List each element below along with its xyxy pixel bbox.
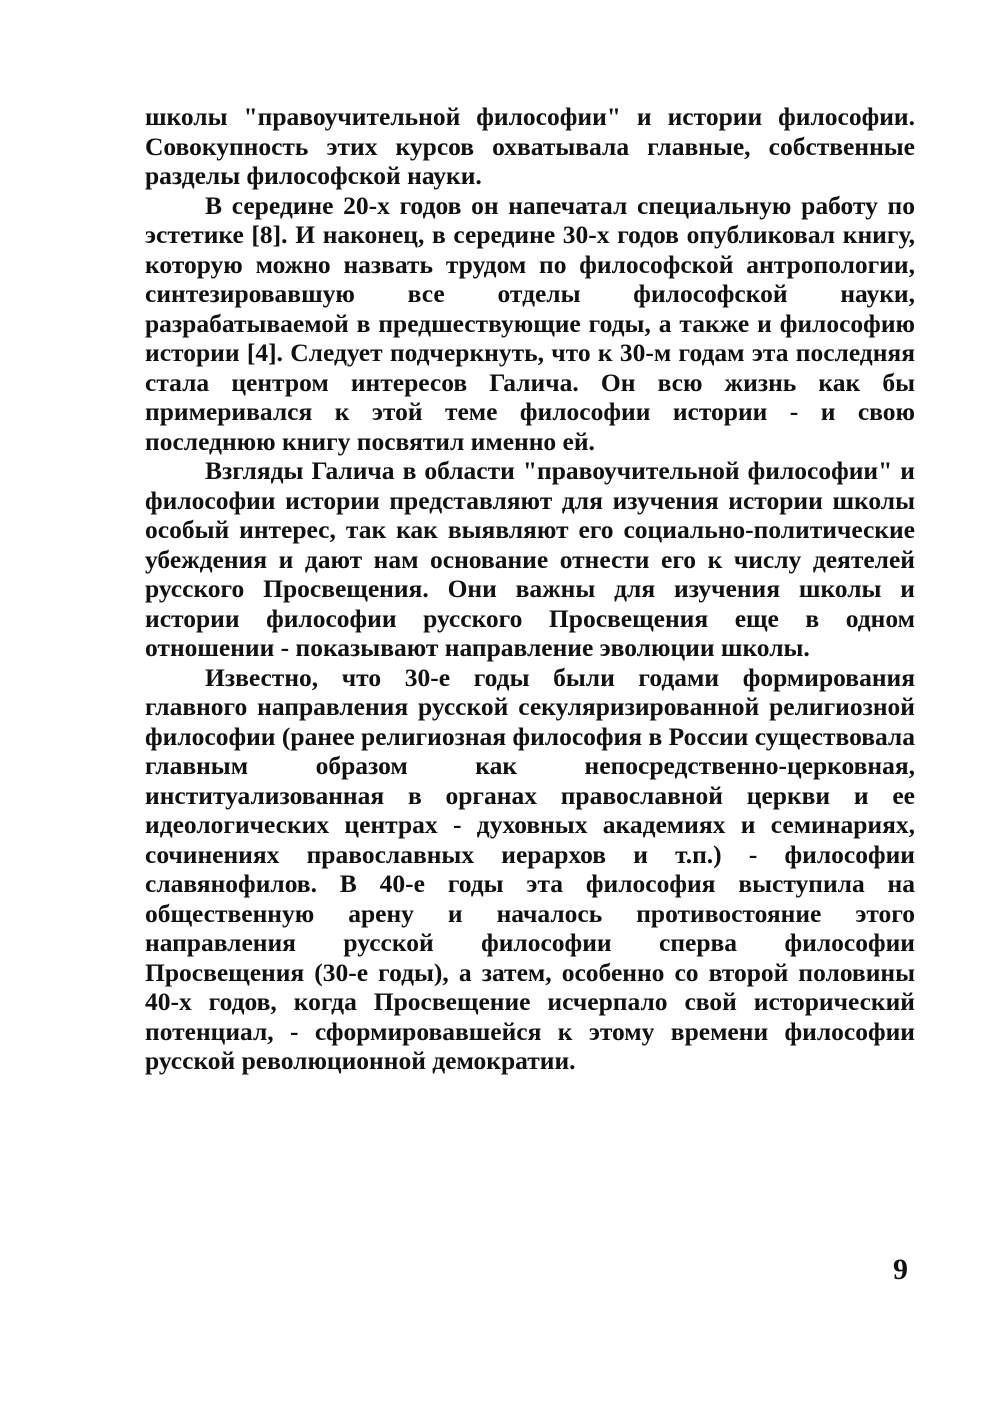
paragraph-3: Взгляды Галича в области "правоучительной философии" и философии истории представляют для изучения истории школы особый интерес, так как выявляют его социально-политические убеждения и дают нам основание отнести его к числу деятелей русского Просвещения. Они важны для изучения школы и истории философии русского Просвещения еще в одном отношении - показывают направление эволюции школы. bbox=[145, 456, 915, 662]
page-body bbox=[145, 102, 915, 1076]
paragraph-2: В середине 20-х годов он напечатал специальную работу по эстетике [8]. И наконец, в середине 30-х годов опубликовал книгу, которую можно назвать трудом по философской антропологии, синтезировавшую все отделы философской науки, разрабатываемой в предшествующие годы, а также и философию истории [4]. Следует подчеркнуть, что к 30-м годам эта последняя стала центром интересов Галича. Он всю жизнь как бы примеривался к этой теме философии истории - и свою последнюю книгу посвятил именно ей. bbox=[145, 190, 915, 456]
paragraph-4: Известно, что 30-е годы были годами формирования главного направления русской секуляризированной религиозной философии (ранее религиозная философия в России существовала главным образом как непосредственно-церковная, институализованная в органах православной церкви и ее идеологических центрах - духовных академиях и семинариях, сочинениях православных иерархов и т.п.) - философии славянофилов. В 40-е годы эта философия выступила на общественную арену и началось противостояние этого направления русской философии сперва философии Просвещения (30-е годы), а затем, особенно со второй половины 40-х годов, когда Просвещение исчерпало свой исторический потенциал, - сформировавшейся к этому времени философии русской революционной демократии. bbox=[145, 662, 915, 1075]
paragraph-1: школы "правоучительной философии" и истории философии. Совокупность этих курсов охватывала главные, собственные разделы философской науки. bbox=[145, 102, 915, 190]
page-number: 9 bbox=[893, 1253, 908, 1286]
